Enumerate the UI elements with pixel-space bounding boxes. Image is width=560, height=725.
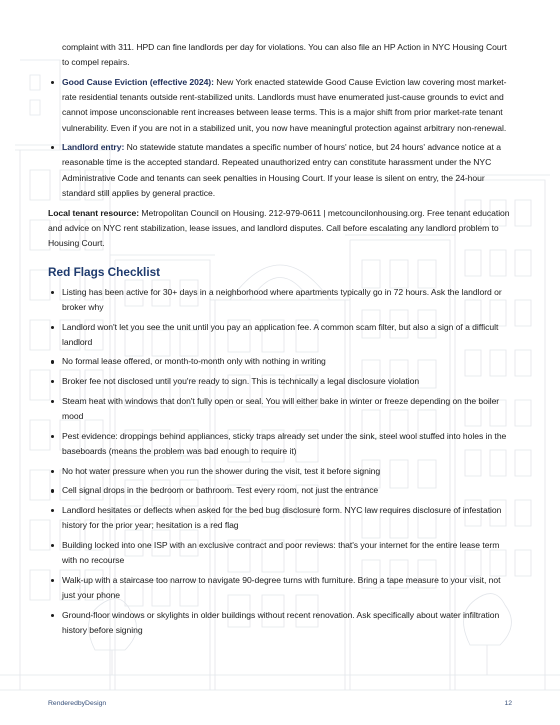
list-item: [48, 140, 514, 201]
list-item: [48, 608, 514, 638]
list-item: [48, 483, 514, 498]
bullet-icon: [51, 489, 54, 492]
list-item: [48, 538, 514, 568]
bullet-icon: [51, 579, 54, 582]
bullet-icon: [51, 81, 54, 84]
bullet-icon: [51, 326, 54, 329]
item-text: No statewide statute mandates a specific number of hours' notice, but 24 hours' advance notice at a reasonable time is the accepted standard. Repeated unauthorized entry can constitute harassment under the NYC Administrative Code and tenants can seek penalties in Housing Court. If your lease is silent on entry, the 24-hour standard still applies by general practice.: [62, 142, 501, 198]
item-text: Ground-floor windows or skylights in older buildings without recent renovation. Ask specifically about water infiltration history before signing: [62, 609, 500, 635]
page-content: [48, 40, 514, 643]
list-item: [48, 573, 514, 603]
item-text: Listing has been active for 30+ days in a neighborhood where apartments typically go in 72 hours. Ask the landlord or broker why: [62, 286, 502, 312]
bullet-icon: [51, 435, 54, 438]
item-text: Pest evidence: droppings behind appliances, sticky traps already set under the sink, steel wool stuffed into holes in the baseboards (means the problem was bad enough to require it): [62, 430, 507, 456]
list-item: [48, 464, 514, 479]
list-item: [48, 503, 514, 533]
resource-label: Local tenant resource:: [48, 208, 140, 219]
list-item: [48, 354, 514, 369]
red-flags-list: [48, 285, 514, 639]
resource-paragraph: [48, 206, 514, 252]
resource-text: Metropolitan Council on Housing. 212-979-0611 | metcouncilonhousing.org. Free tenant education and advice on NYC rent stabilization, lease issues, and landlord disputes. Call before escalating any landlord problem to Housing Court.: [48, 208, 510, 249]
continued-paragraph: complaint with 311. HPD can fine landlords per day for violations. You can also file an HP Action in NYC Housing Court to compel repairs.: [62, 42, 507, 68]
section-heading: Red Flags Checklist: [48, 264, 161, 279]
item-title: Good Cause Eviction (effective 2024):: [62, 76, 214, 87]
list-item: [48, 320, 514, 350]
bullet-icon: [51, 400, 54, 403]
item-text: Landlord hesitates or deflects when asked for the bed bug disclosure form. NYC law requires disclosure of infestation history for the prior year; hesitation is a red flag: [62, 505, 502, 531]
bullet-icon: [51, 614, 54, 617]
bullet-icon: [51, 544, 54, 547]
list-item: [48, 374, 514, 389]
bullet-icon: [51, 380, 54, 383]
bullet-icon: [51, 509, 54, 512]
list-item: [48, 285, 514, 315]
item-text: Building locked into one ISP with an exclusive contract and poor reviews: that's your internet for the entire lease term with no recourse: [62, 539, 500, 566]
tenant-rights-list: [48, 75, 514, 201]
footer-brand: RenderedbyDesign: [48, 700, 107, 707]
item-text: New York enacted statewide Good Cause Eviction law covering most market-rate residential tenants outside rent-stabilized units. Landlords must have enumerated just-cause grounds to evict and cannot impose unconscionable rent increases between lease terms. This is a major shift from prior market-rate tenant vulnerability. Even if you are not in a stabilized unit, you now have meaningful protection against arbitrary non-renewal.: [62, 76, 507, 133]
item-text: Landlord won't let you see the unit until you pay an application fee. A common scam filter, but also a sign of a difficult landlord: [62, 321, 499, 347]
item-text: Cell signal drops in the bedroom or bathroom. Test every room, not just the entrance: [62, 485, 379, 496]
bullet-icon: [51, 470, 54, 473]
list-item: [48, 75, 514, 136]
bullet-icon: [51, 146, 54, 149]
list-item: [48, 394, 514, 424]
page-number: 12: [504, 700, 512, 707]
list-item: [48, 429, 514, 459]
bullet-icon: [51, 291, 54, 294]
item-text: No formal lease offered, or month-to-month only with nothing in writing: [62, 356, 326, 367]
bullet-icon: [51, 360, 54, 363]
item-text: Broker fee not disclosed until you're ready to sign. This is technically a legal disclosure violation: [62, 376, 420, 387]
item-text: No hot water pressure when you run the shower during the visit, test it before signing: [62, 465, 381, 476]
item-text: Steam heat with windows that don't fully open or seal. You will either bake in winter or freeze depending on the boiler mood: [62, 395, 500, 422]
item-title: Landlord entry:: [62, 142, 125, 153]
item-text: Walk-up with a staircase too narrow to navigate 90-degree turns with furniture. Bring a tape measure to your visit, not just your phone: [62, 574, 501, 601]
